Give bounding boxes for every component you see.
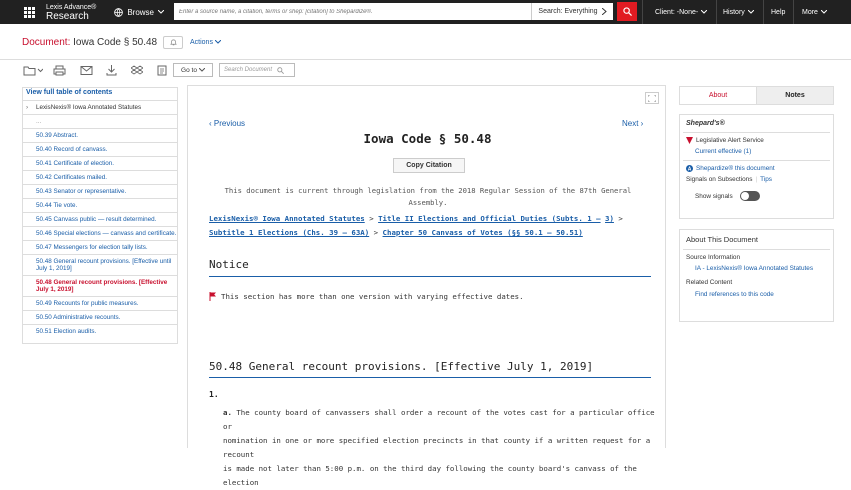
notice-divider bbox=[209, 276, 651, 277]
paragraph-text: The county board of canvassers shall order a recount of the votes cast for a particular office or bbox=[223, 408, 655, 431]
shepards-title: Shepard's® bbox=[686, 120, 725, 127]
document-name: Iowa Code § 50.48 bbox=[73, 37, 158, 48]
section-number: 1. bbox=[209, 390, 219, 399]
alert-bell-button[interactable] bbox=[163, 36, 183, 49]
browse-label: Browse bbox=[127, 7, 154, 17]
topbar-divider bbox=[763, 0, 764, 24]
bell-icon bbox=[170, 39, 177, 46]
breadcrumb-link[interactable]: LexisNexis® Iowa Annotated Statutes bbox=[209, 214, 365, 223]
document-body bbox=[187, 85, 666, 487]
toc-item-label: LexisNexis® Iowa Annotated Statutes bbox=[36, 104, 142, 111]
paragraph-line: is made not later than 5:00 p.m. on the third day following the county board's canvass of the election bbox=[223, 464, 637, 487]
topbar-divider bbox=[716, 0, 717, 24]
actions-label: Actions bbox=[190, 39, 213, 46]
previous-link[interactable]: ‹ Previous bbox=[209, 119, 246, 128]
currency-line: Assembly. bbox=[408, 198, 448, 207]
next-label: Next bbox=[622, 119, 639, 128]
chevron-down-icon bbox=[199, 68, 205, 72]
main-search-input[interactable] bbox=[174, 3, 531, 20]
tab-notes[interactable]: Notes bbox=[756, 87, 833, 104]
next-link[interactable]: Next › bbox=[622, 119, 644, 128]
paragraph-line bbox=[223, 406, 655, 434]
svg-text:A: A bbox=[687, 166, 692, 172]
show-signals-row bbox=[680, 185, 833, 203]
paragraph-line: nomination in one or more specified election precincts in that county if a written request for a recount bbox=[223, 436, 651, 459]
brand-logo[interactable] bbox=[46, 3, 96, 21]
search-button[interactable] bbox=[617, 2, 637, 21]
expand-button[interactable] bbox=[645, 92, 659, 104]
actions-menu[interactable] bbox=[190, 39, 221, 46]
brand-line1: Lexis Advance® bbox=[46, 4, 97, 11]
globe-icon bbox=[114, 8, 123, 17]
related-content-label: Related Content bbox=[686, 279, 733, 286]
chevron-down-icon bbox=[701, 10, 707, 14]
dropbox-icon[interactable] bbox=[131, 65, 143, 76]
toggle-knob bbox=[741, 192, 749, 200]
apps-grid-icon[interactable] bbox=[20, 0, 38, 24]
about-title: About This Document bbox=[686, 235, 758, 244]
chevron-down-icon bbox=[821, 10, 827, 14]
folder-icon[interactable] bbox=[23, 65, 43, 76]
currency-statement bbox=[218, 185, 638, 209]
chevron-right-icon bbox=[602, 8, 607, 15]
table-of-contents bbox=[22, 87, 178, 344]
toc-item[interactable]: 50.42 Certificates mailed. bbox=[23, 170, 177, 184]
shepardize-link[interactable]: Shepardize® this document bbox=[696, 165, 775, 172]
tab-about[interactable]: About bbox=[680, 87, 756, 104]
toc-item[interactable]: 50.44 Tie vote. bbox=[23, 198, 177, 212]
shepardize-row[interactable] bbox=[680, 161, 833, 174]
current-effective-link[interactable]: Current effective (1) bbox=[695, 148, 752, 155]
copy-citation-button[interactable]: Copy Citation bbox=[393, 158, 465, 173]
topbar-divider bbox=[642, 0, 643, 24]
paragraph-label: a. bbox=[223, 408, 232, 417]
browse-menu[interactable] bbox=[114, 8, 164, 17]
history-label: History bbox=[723, 8, 745, 16]
chevron-right-icon: › bbox=[26, 104, 29, 111]
goto-label: Go to bbox=[181, 66, 197, 74]
notice-text bbox=[209, 292, 524, 301]
chevron-down-icon bbox=[748, 10, 754, 14]
toc-item[interactable]: 50.45 Canvass public — result determined. bbox=[23, 212, 177, 226]
toc-item[interactable]: 50.40 Record of canvass. bbox=[23, 142, 177, 156]
brand-line2: Research bbox=[46, 11, 89, 22]
help-link[interactable] bbox=[771, 0, 785, 24]
more-menu[interactable] bbox=[802, 0, 827, 24]
toc-item[interactable]: 50.48 General recount provisions. [Effective until July 1, 2019] bbox=[23, 254, 177, 275]
more-label: More bbox=[802, 8, 818, 16]
view-full-toc-link[interactable]: View full table of contents bbox=[26, 89, 113, 96]
about-document-panel bbox=[679, 229, 834, 322]
separator: | bbox=[755, 176, 758, 183]
toc-item[interactable]: 50.39 Abstract. bbox=[23, 128, 177, 142]
chevron-down-icon bbox=[158, 10, 164, 14]
show-signals-label: Show signals bbox=[695, 192, 733, 200]
document-icon[interactable] bbox=[157, 65, 167, 76]
client-menu[interactable] bbox=[655, 0, 707, 24]
toc-item[interactable]: 50.51 Election audits. bbox=[23, 324, 177, 338]
notice-message: This section has more than one version with varying effective dates. bbox=[221, 292, 524, 301]
legislative-alert-row bbox=[680, 133, 833, 146]
legislative-alert-label: Legislative Alert Service bbox=[696, 137, 764, 144]
right-panel-tabs bbox=[679, 86, 834, 105]
client-label: Client: -None- bbox=[655, 8, 699, 16]
history-menu[interactable] bbox=[723, 0, 754, 24]
toc-item[interactable]: 50.43 Senator or representative. bbox=[23, 184, 177, 198]
breadcrumb-separator: > bbox=[373, 228, 383, 237]
section-divider bbox=[209, 377, 651, 378]
search-scope-label: Search: Everything bbox=[538, 8, 598, 15]
help-label: Help bbox=[771, 8, 786, 16]
source-link[interactable]: IA - LexisNexis® Iowa Annotated Statutes bbox=[695, 265, 814, 272]
flag-icon bbox=[209, 292, 217, 301]
breadcrumb-separator: > bbox=[618, 214, 623, 223]
document-header bbox=[0, 24, 851, 60]
search-document-input[interactable] bbox=[219, 63, 295, 77]
expand-icon bbox=[648, 95, 656, 102]
section-paragraph bbox=[223, 406, 655, 490]
breadcrumb-separator: > bbox=[369, 214, 379, 223]
document-title bbox=[22, 37, 157, 48]
red-triangle-icon bbox=[686, 137, 693, 144]
goto-dropdown[interactable] bbox=[173, 63, 213, 77]
search-icon bbox=[277, 67, 284, 74]
tips-link[interactable]: Tips bbox=[760, 176, 772, 183]
show-signals-toggle[interactable] bbox=[740, 191, 760, 201]
document-label: Document: bbox=[22, 37, 71, 48]
search-icon bbox=[623, 7, 632, 16]
topbar-divider bbox=[793, 0, 794, 24]
email-icon[interactable] bbox=[80, 65, 93, 76]
shepardize-icon bbox=[686, 165, 693, 172]
signals-row bbox=[680, 174, 833, 185]
toc-item[interactable]: 50.47 Messengers for election tally lists. bbox=[23, 240, 177, 254]
toc-item-root[interactable] bbox=[23, 100, 177, 114]
section-heading: 50.48 General recount provisions. [Effective July 1, 2019] bbox=[209, 360, 594, 373]
search-document-placeholder: Search Document bbox=[224, 67, 273, 73]
document-main-title: Iowa Code § 50.48 bbox=[363, 131, 492, 146]
breadcrumb-link[interactable]: Title II Elections and Official Duties (Subts. 1 — bbox=[378, 214, 601, 223]
notice-heading: Notice bbox=[209, 258, 249, 271]
toc-ellipsis: ... bbox=[23, 114, 177, 128]
source-info-label: Source Information bbox=[686, 254, 740, 261]
signals-label: Signals on Subsections bbox=[686, 176, 753, 183]
download-icon[interactable] bbox=[106, 65, 117, 76]
related-link[interactable]: Find references to this code bbox=[695, 291, 774, 298]
breadcrumb bbox=[209, 212, 629, 240]
chevron-down-icon bbox=[215, 40, 221, 44]
breadcrumb-link[interactable]: Subtitle 1 Elections (Chs. 39 — 63A) bbox=[209, 228, 370, 237]
toc-item[interactable]: 50.46 Special elections — canvass and certificate. bbox=[23, 226, 177, 240]
previous-label: Previous bbox=[213, 119, 246, 128]
breadcrumb-link[interactable]: 3) bbox=[605, 214, 614, 223]
shepards-panel bbox=[679, 114, 834, 219]
toc-item[interactable]: 50.49 Recounts for public measures. bbox=[23, 296, 177, 310]
currency-line: This document is current through legislation from the 2018 Regular Session of the 87th General bbox=[224, 186, 632, 195]
search-scope-dropdown[interactable] bbox=[531, 3, 613, 20]
toc-item-current[interactable]: 50.48 General recount provisions. [Effective July 1, 2019] bbox=[23, 275, 177, 296]
toc-item[interactable]: 50.41 Certificate of election. bbox=[23, 156, 177, 170]
breadcrumb-link[interactable]: Chapter 50 Canvass of Votes (§§ 50.1 — 50.51) bbox=[382, 228, 583, 237]
toc-item[interactable]: 50.50 Administrative recounts. bbox=[23, 310, 177, 324]
document-toolbar bbox=[0, 60, 851, 82]
print-icon[interactable] bbox=[53, 65, 66, 76]
